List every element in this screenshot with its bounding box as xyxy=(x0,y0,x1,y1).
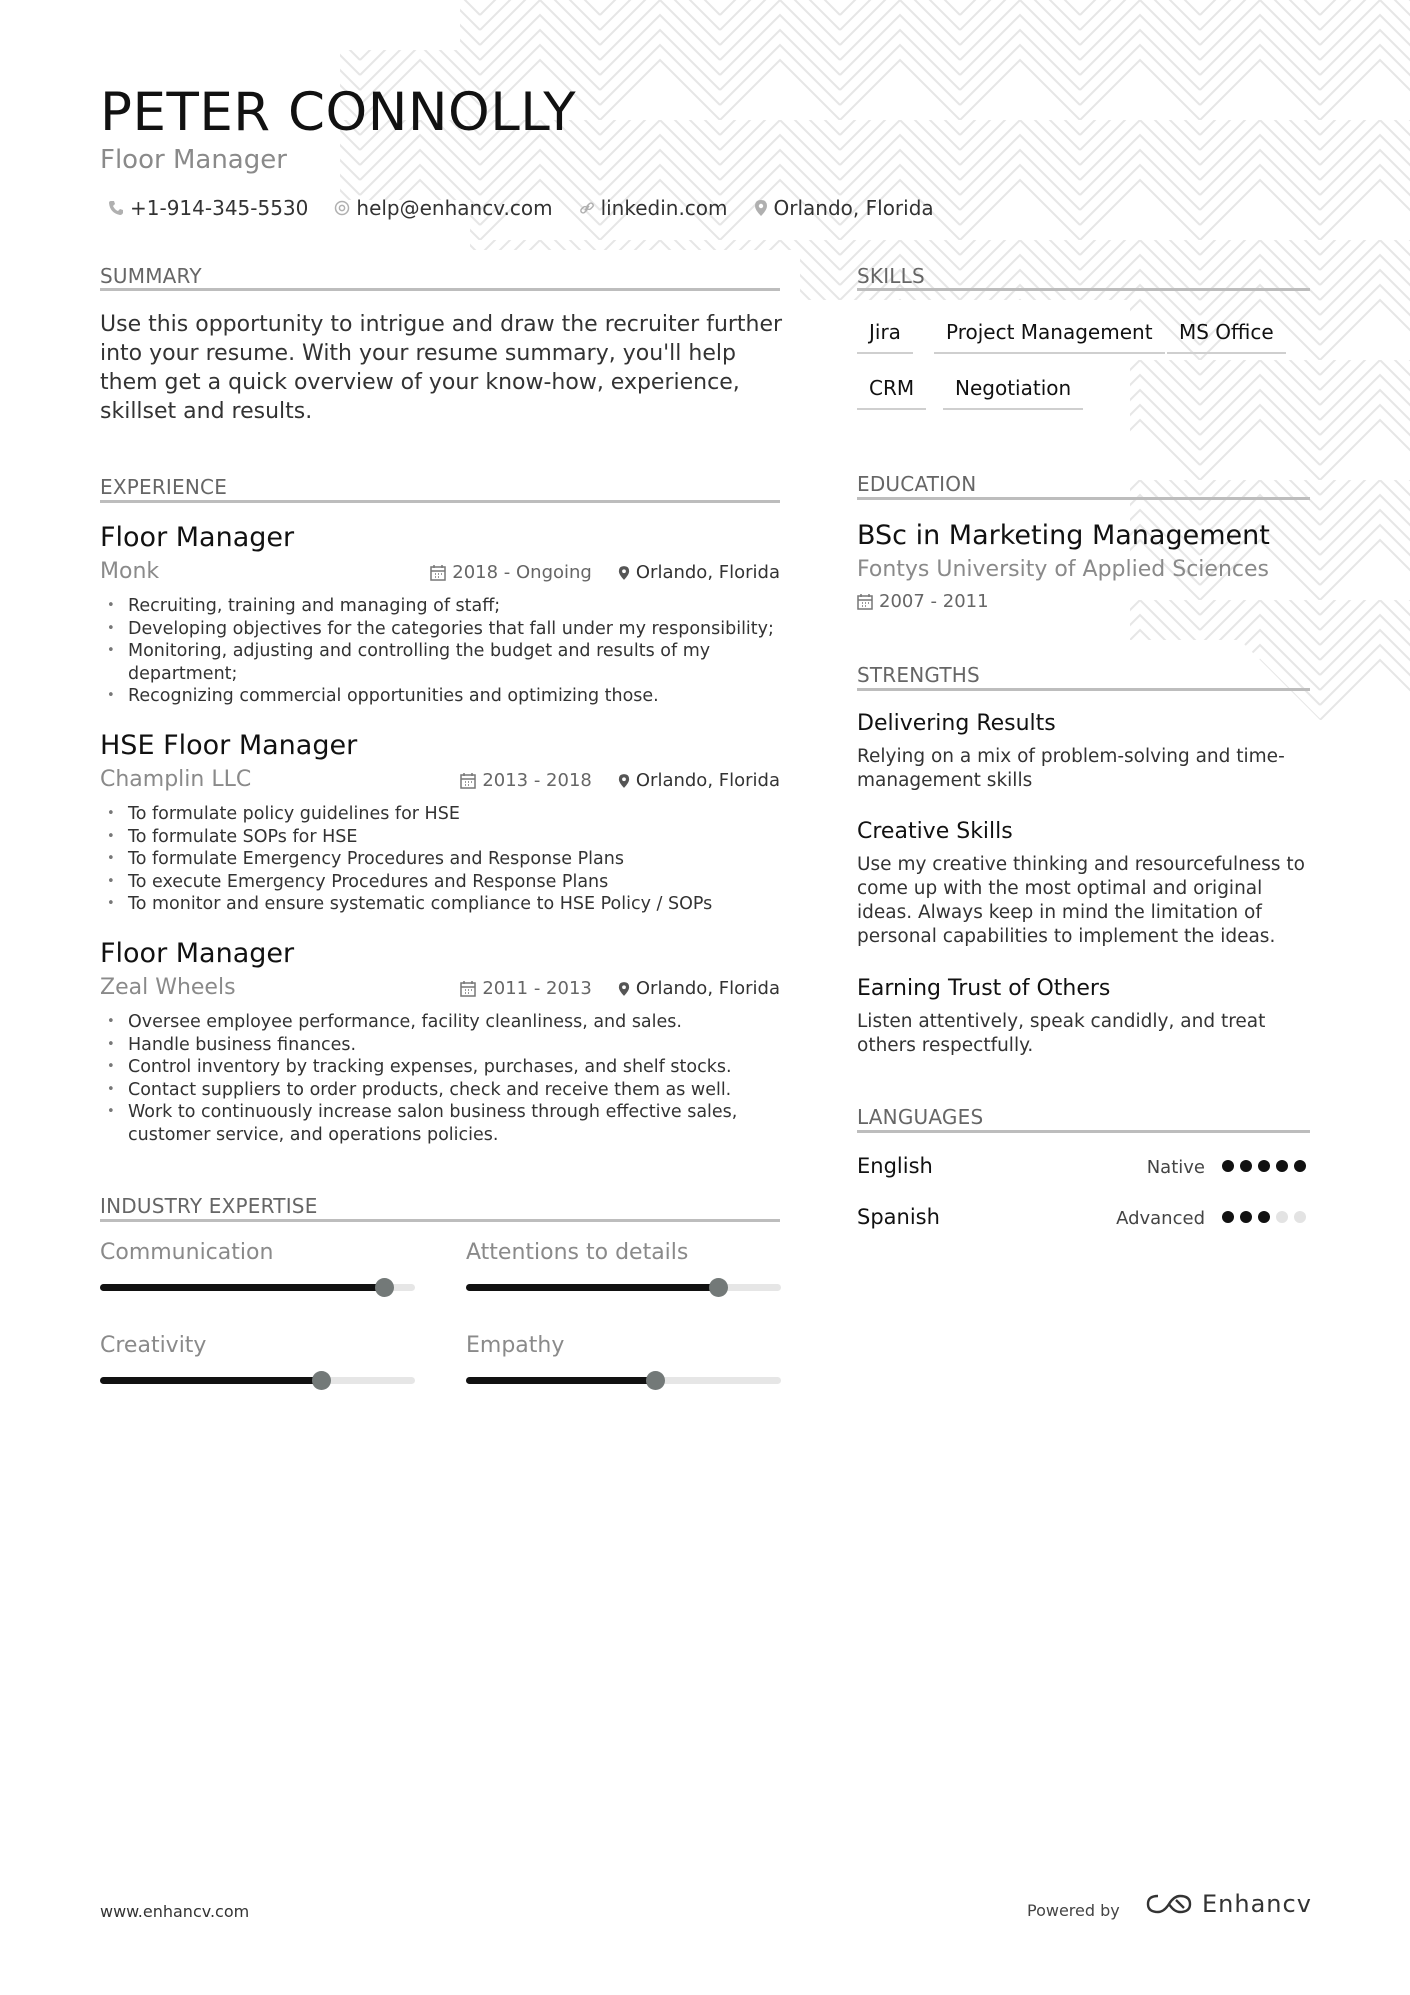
expertise-label: Attentions to details xyxy=(466,1240,689,1265)
map-pin-icon xyxy=(754,199,768,217)
expertise-bar-fill xyxy=(100,1377,321,1384)
strengths-divider xyxy=(857,688,1310,691)
language-dot-filled xyxy=(1240,1211,1252,1223)
skill-tag: Negotiation xyxy=(943,376,1083,410)
education-divider xyxy=(857,497,1310,500)
language-level: Advanced xyxy=(1116,1208,1205,1229)
skills-divider xyxy=(857,288,1310,291)
calendar-icon xyxy=(460,980,476,997)
education-heading: EDUCATION xyxy=(857,472,977,496)
experience-location-text: Orlando, Florida xyxy=(635,978,780,999)
bullet-item: • Monitoring, adjusting and controlling the budget and results of my department; xyxy=(100,640,780,685)
experience-company: Zeal Wheels xyxy=(100,975,236,1000)
experience-location-text: Orlando, Florida xyxy=(635,562,780,583)
phone-icon xyxy=(108,200,124,216)
skill-tag: CRM xyxy=(857,376,926,410)
language-dot-filled xyxy=(1222,1211,1234,1223)
language-dots xyxy=(1222,1160,1312,1172)
bullet-item: • To monitor and ensure systematic compliance to HSE Policy / SOPs xyxy=(100,893,780,916)
expertise-bar-fill xyxy=(466,1284,718,1291)
experience-dates-text: 2011 - 2013 xyxy=(482,978,592,999)
skill-tag: MS Office xyxy=(1167,320,1286,354)
experience-role: Floor Manager xyxy=(100,938,295,969)
expertise-bar-knob xyxy=(709,1278,728,1297)
language-name: Spanish xyxy=(857,1205,940,1229)
experience-company: Champlin LLC xyxy=(100,767,252,792)
candidate-name: PETER CONNOLLY xyxy=(100,82,577,143)
language-dots xyxy=(1222,1211,1312,1223)
skills-heading: SKILLS xyxy=(857,264,925,288)
language-dot-empty xyxy=(1294,1211,1306,1223)
bullet-item: • Recruiting, training and managing of staff; xyxy=(100,595,780,618)
experience-item xyxy=(100,730,780,916)
experience-bullets xyxy=(100,595,780,708)
phone-text: +1-914-345-5530 xyxy=(130,196,309,220)
map-pin-icon xyxy=(618,565,630,581)
expertise-bar-fill xyxy=(100,1284,384,1291)
expertise-bar xyxy=(466,1284,781,1291)
map-pin-icon xyxy=(618,981,630,997)
contact-location xyxy=(754,196,934,220)
strengths-heading: STRENGTHS xyxy=(857,663,980,687)
language-dot-empty xyxy=(1276,1211,1288,1223)
expertise-bar xyxy=(466,1377,781,1384)
expertise-bar xyxy=(100,1284,415,1291)
experience-date-location xyxy=(460,770,780,791)
experience-meta xyxy=(100,559,780,591)
bullet-item: • Recognizing commercial opportunities and optimizing those. xyxy=(100,685,780,708)
contact-linkedin[interactable] xyxy=(579,196,728,220)
language-dot-filled xyxy=(1240,1160,1252,1172)
language-dot-filled xyxy=(1222,1160,1234,1172)
bullet-item: • To formulate Emergency Procedures and Response Plans xyxy=(100,848,780,871)
experience-location xyxy=(618,562,780,583)
expertise-bar-knob xyxy=(312,1371,331,1390)
experience-location-text: Orlando, Florida xyxy=(635,770,780,791)
map-pin-icon xyxy=(618,773,630,789)
expertise-heading: INDUSTRY EXPERTISE xyxy=(100,1194,318,1218)
language-name: English xyxy=(857,1154,933,1178)
expertise-bar xyxy=(100,1377,415,1384)
strength-desc: Listen attentively, speak candidly, and treat others respectfully. xyxy=(857,1011,1266,1056)
expertise-label: Communication xyxy=(100,1240,274,1265)
experience-dates xyxy=(460,770,592,791)
language-dot-filled xyxy=(1258,1211,1270,1223)
education-dates-text: 2007 - 2011 xyxy=(879,591,989,612)
experience-item xyxy=(100,938,780,1146)
experience-item xyxy=(100,522,780,708)
summary-heading: SUMMARY xyxy=(100,264,202,288)
experience-heading: EXPERIENCE xyxy=(100,475,228,499)
experience-role: Floor Manager xyxy=(100,522,295,553)
expertise-bar-fill xyxy=(466,1377,655,1384)
experience-company: Monk xyxy=(100,559,160,584)
bullet-item: • Handle business finances. xyxy=(100,1034,780,1057)
bullet-item: • To execute Emergency Procedures and Response Plans xyxy=(100,871,780,894)
expertise-label: Creativity xyxy=(100,1333,207,1358)
skill-tag: Jira xyxy=(857,320,913,354)
strength-desc: Use my creative thinking and resourcefulness to come up with the most optimal and original ideas. Always keep in mind the limitation of personal capabilities to implement the ideas. xyxy=(857,854,1305,947)
experience-divider xyxy=(100,500,780,503)
experience-bullets xyxy=(100,1011,780,1146)
bullet-item: • Oversee employee performance, facility cleanliness, and sales. xyxy=(100,1011,780,1034)
experience-location xyxy=(618,978,780,999)
experience-date-location xyxy=(460,978,780,999)
calendar-icon xyxy=(430,564,446,581)
expertise-bar-knob xyxy=(646,1371,665,1390)
skill-tag: Project Management xyxy=(934,320,1165,354)
calendar-icon xyxy=(857,593,873,610)
contact-phone[interactable] xyxy=(108,196,308,220)
bullet-item: • Developing objectives for the categories that fall under my responsibility; xyxy=(100,618,780,641)
expertise-bar-knob xyxy=(375,1278,394,1297)
footer-url[interactable]: www.enhancv.com xyxy=(100,1902,250,1921)
calendar-icon xyxy=(460,772,476,789)
language-dot-filled xyxy=(1294,1160,1306,1172)
email-text: help@enhancv.com xyxy=(356,196,553,220)
language-dot-filled xyxy=(1258,1160,1270,1172)
language-dot-filled xyxy=(1276,1160,1288,1172)
experience-dates xyxy=(430,562,592,583)
language-level: Native xyxy=(1146,1157,1205,1178)
strength-title: Earning Trust of Others xyxy=(857,976,1111,1001)
strength-desc: Relying on a mix of problem-solving and time-management skills xyxy=(857,746,1285,791)
strength-title: Delivering Results xyxy=(857,711,1056,736)
expertise-divider xyxy=(100,1219,780,1222)
brand-logo[interactable] xyxy=(1146,1890,1312,1918)
experience-location xyxy=(618,770,780,791)
strength-title: Creative Skills xyxy=(857,819,1013,844)
powered-by-label: Powered by xyxy=(1027,1901,1120,1920)
experience-meta xyxy=(100,975,780,1007)
enhancv-logo-icon xyxy=(1146,1892,1192,1916)
expertise-label: Empathy xyxy=(466,1333,565,1358)
languages-divider xyxy=(857,1130,1310,1133)
experience-dates-text: 2013 - 2018 xyxy=(482,770,592,791)
brand-name: Enhancv xyxy=(1202,1890,1312,1918)
summary-divider xyxy=(100,288,780,291)
education-degree: BSc in Marketing Management xyxy=(857,520,1270,551)
bullet-item: • Contact suppliers to order products, check and receive them as well. xyxy=(100,1079,780,1102)
experience-date-location xyxy=(430,562,780,583)
experience-dates xyxy=(460,978,592,999)
education-dates xyxy=(857,591,989,612)
experience-role: HSE Floor Manager xyxy=(100,730,358,761)
experience-dates-text: 2018 - Ongoing xyxy=(452,562,592,583)
linkedin-text: linkedin.com xyxy=(600,196,728,220)
bullet-item: • To formulate SOPs for HSE xyxy=(100,826,780,849)
experience-bullets xyxy=(100,803,780,916)
location-text: Orlando, Florida xyxy=(773,196,934,220)
contact-bar xyxy=(108,196,960,220)
bullet-item: • Control inventory by tracking expenses, purchases, and shelf stocks. xyxy=(100,1056,780,1079)
summary-text: Use this opportunity to intrigue and draw the recruiter further into your resume. With your resume summary, you'll help them get a quick overview of your know-how, experience, skillset and results. xyxy=(100,312,783,424)
at-icon xyxy=(334,200,350,216)
experience-meta xyxy=(100,767,780,799)
education-school: Fontys University of Applied Sciences xyxy=(857,557,1269,582)
candidate-title: Floor Manager xyxy=(100,145,287,175)
bullet-item: • To formulate policy guidelines for HSE xyxy=(100,803,780,826)
link-icon xyxy=(579,200,595,216)
contact-email[interactable] xyxy=(334,196,552,220)
languages-heading: LANGUAGES xyxy=(857,1105,984,1129)
bullet-item: • Work to continuously increase salon business through effective sales, customer service, and operations policies. xyxy=(100,1101,780,1146)
